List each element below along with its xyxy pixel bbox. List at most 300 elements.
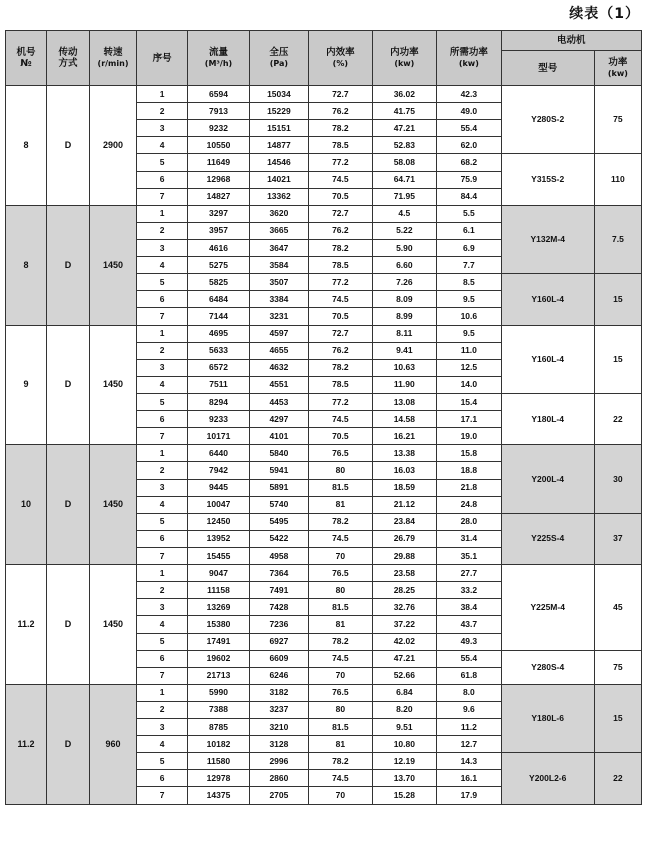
cell-motor-power: 45 (594, 565, 641, 651)
cell-internal-power: 8.99 (372, 308, 437, 325)
cell-flow: 7388 (188, 701, 249, 718)
cell-flow: 11158 (188, 582, 249, 599)
cell-seq: 3 (137, 719, 188, 736)
cell-required-power: 27.7 (437, 565, 502, 582)
cell-efficiency: 78.5 (309, 137, 372, 154)
cell-speed: 2900 (89, 86, 136, 206)
cell-efficiency: 76.5 (309, 445, 372, 462)
cell-pressure: 7491 (249, 582, 308, 599)
cell-drive: D (46, 684, 89, 804)
cell-required-power: 9.5 (437, 291, 502, 308)
cell-required-power: 15.4 (437, 393, 502, 410)
cell-internal-power: 36.02 (372, 86, 437, 103)
cell-seq: 6 (137, 411, 188, 428)
cell-efficiency: 76.2 (309, 222, 372, 239)
cell-efficiency: 77.2 (309, 154, 372, 171)
cell-pressure: 2705 (249, 787, 308, 804)
cell-internal-power: 37.22 (372, 616, 437, 633)
cell-required-power: 17.1 (437, 411, 502, 428)
cell-seq: 4 (137, 616, 188, 633)
cell-pressure: 14546 (249, 154, 308, 171)
cell-required-power: 61.8 (437, 667, 502, 684)
cell-pressure: 2860 (249, 770, 308, 787)
cell-efficiency: 77.2 (309, 274, 372, 291)
cell-efficiency: 78.2 (309, 753, 372, 770)
cell-pressure: 14877 (249, 137, 308, 154)
cell-internal-power: 14.58 (372, 411, 437, 428)
cell-pressure: 3231 (249, 308, 308, 325)
cell-seq: 5 (137, 753, 188, 770)
cell-machine-no: 9 (6, 325, 47, 445)
cell-machine-no: 11.2 (6, 684, 47, 804)
cell-speed: 1450 (89, 445, 136, 565)
cell-drive: D (46, 445, 89, 565)
cell-motor-model: Y160L-4 (501, 274, 594, 325)
cell-internal-power: 8.11 (372, 325, 437, 342)
cell-required-power: 84.4 (437, 188, 502, 205)
cell-seq: 7 (137, 787, 188, 804)
cell-seq: 4 (137, 736, 188, 753)
cell-seq: 5 (137, 513, 188, 530)
cell-flow: 14375 (188, 787, 249, 804)
cell-required-power: 5.5 (437, 205, 502, 222)
cell-motor-power: 7.5 (594, 205, 641, 273)
cell-required-power: 68.2 (437, 154, 502, 171)
cell-internal-power: 9.51 (372, 719, 437, 736)
cell-motor-model: Y225S-4 (501, 513, 594, 564)
cell-required-power: 10.6 (437, 308, 502, 325)
cell-flow: 5825 (188, 274, 249, 291)
cell-required-power: 8.5 (437, 274, 502, 291)
cell-required-power: 8.0 (437, 684, 502, 701)
cell-efficiency: 70 (309, 787, 372, 804)
cell-required-power: 49.0 (437, 103, 502, 120)
cell-internal-power: 11.90 (372, 376, 437, 393)
cell-required-power: 18.8 (437, 462, 502, 479)
cell-flow: 4695 (188, 325, 249, 342)
cell-pressure: 3210 (249, 719, 308, 736)
cell-seq: 2 (137, 701, 188, 718)
cell-pressure: 3237 (249, 701, 308, 718)
cell-flow: 8294 (188, 393, 249, 410)
table-row (6, 684, 642, 701)
cell-required-power: 11.0 (437, 342, 502, 359)
cell-flow: 17491 (188, 633, 249, 650)
header-internal-power: 内功率 (kw) (372, 31, 437, 86)
cell-flow: 7511 (188, 376, 249, 393)
header-drive: 传动 方式 (46, 31, 89, 86)
cell-seq: 3 (137, 479, 188, 496)
cell-pressure: 4453 (249, 393, 308, 410)
cell-internal-power: 32.76 (372, 599, 437, 616)
cell-seq: 6 (137, 171, 188, 188)
table-group (6, 445, 642, 565)
table-row (6, 86, 642, 103)
cell-pressure: 6927 (249, 633, 308, 650)
cell-internal-power: 13.70 (372, 770, 437, 787)
cell-seq: 1 (137, 445, 188, 462)
cell-flow: 13952 (188, 530, 249, 547)
cell-flow: 4616 (188, 239, 249, 256)
cell-pressure: 3620 (249, 205, 308, 222)
cell-motor-model: Y200L2-6 (501, 753, 594, 804)
cell-machine-no: 8 (6, 86, 47, 206)
header-pressure: 全压 (Pa) (249, 31, 308, 86)
cell-speed: 1450 (89, 205, 136, 325)
cell-flow: 9232 (188, 120, 249, 137)
cell-drive: D (46, 565, 89, 685)
cell-motor-power: 22 (594, 393, 641, 444)
cell-required-power: 42.3 (437, 86, 502, 103)
cell-pressure: 5740 (249, 496, 308, 513)
cell-flow: 7144 (188, 308, 249, 325)
cell-pressure: 3384 (249, 291, 308, 308)
cell-required-power: 15.8 (437, 445, 502, 462)
table-group (6, 565, 642, 685)
cell-flow: 7913 (188, 103, 249, 120)
cell-pressure: 3584 (249, 257, 308, 274)
cell-internal-power: 7.26 (372, 274, 437, 291)
cell-efficiency: 81.5 (309, 719, 372, 736)
cell-efficiency: 74.5 (309, 530, 372, 547)
cell-pressure: 15034 (249, 86, 308, 103)
cell-speed: 960 (89, 684, 136, 804)
cell-seq: 2 (137, 103, 188, 120)
cell-internal-power: 18.59 (372, 479, 437, 496)
cell-seq: 7 (137, 667, 188, 684)
cell-motor-model: Y180L-4 (501, 393, 594, 444)
cell-drive: D (46, 205, 89, 325)
cell-flow: 13269 (188, 599, 249, 616)
cell-internal-power: 12.19 (372, 753, 437, 770)
cell-seq: 1 (137, 325, 188, 342)
cell-flow: 12978 (188, 770, 249, 787)
cell-internal-power: 5.90 (372, 239, 437, 256)
cell-required-power: 14.0 (437, 376, 502, 393)
cell-efficiency: 81 (309, 616, 372, 633)
cell-efficiency: 80 (309, 582, 372, 599)
cell-seq: 7 (137, 547, 188, 564)
cell-internal-power: 64.71 (372, 171, 437, 188)
cell-flow: 11649 (188, 154, 249, 171)
cell-internal-power: 13.38 (372, 445, 437, 462)
cell-required-power: 6.1 (437, 222, 502, 239)
cell-efficiency: 80 (309, 701, 372, 718)
cell-flow: 10550 (188, 137, 249, 154)
cell-internal-power: 10.80 (372, 736, 437, 753)
cell-internal-power: 21.12 (372, 496, 437, 513)
cell-pressure: 5840 (249, 445, 308, 462)
cell-required-power: 16.1 (437, 770, 502, 787)
cell-seq: 7 (137, 308, 188, 325)
cell-flow: 15380 (188, 616, 249, 633)
cell-motor-power: 15 (594, 274, 641, 325)
cell-flow: 19602 (188, 650, 249, 667)
cell-internal-power: 52.83 (372, 137, 437, 154)
cell-required-power: 11.2 (437, 719, 502, 736)
cell-seq: 1 (137, 565, 188, 582)
cell-internal-power: 13.08 (372, 393, 437, 410)
cell-machine-no: 10 (6, 445, 47, 565)
cell-flow: 21713 (188, 667, 249, 684)
cell-efficiency: 74.5 (309, 411, 372, 428)
cell-efficiency: 78.2 (309, 120, 372, 137)
cell-flow: 7942 (188, 462, 249, 479)
cell-efficiency: 70 (309, 667, 372, 684)
cell-pressure: 5495 (249, 513, 308, 530)
cell-required-power: 9.5 (437, 325, 502, 342)
cell-motor-model: Y280S-2 (501, 86, 594, 154)
cell-motor-model: Y132M-4 (501, 205, 594, 273)
cell-internal-power: 28.25 (372, 582, 437, 599)
cell-efficiency: 76.5 (309, 565, 372, 582)
cell-efficiency: 78.5 (309, 376, 372, 393)
cell-efficiency: 81 (309, 496, 372, 513)
cell-pressure: 6246 (249, 667, 308, 684)
cell-efficiency: 74.5 (309, 650, 372, 667)
cell-required-power: 62.0 (437, 137, 502, 154)
cell-required-power: 31.4 (437, 530, 502, 547)
header-speed: 转速 (r/min) (89, 31, 136, 86)
cell-efficiency: 80 (309, 462, 372, 479)
cell-required-power: 9.6 (437, 701, 502, 718)
cell-required-power: 43.7 (437, 616, 502, 633)
cell-seq: 2 (137, 462, 188, 479)
cell-seq: 5 (137, 154, 188, 171)
cell-internal-power: 9.41 (372, 342, 437, 359)
cell-required-power: 14.3 (437, 753, 502, 770)
cell-seq: 2 (137, 342, 188, 359)
cell-internal-power: 6.60 (372, 257, 437, 274)
cell-efficiency: 70.5 (309, 188, 372, 205)
cell-motor-model: Y180L-6 (501, 684, 594, 752)
cell-pressure: 13362 (249, 188, 308, 205)
cell-flow: 3957 (188, 222, 249, 239)
cell-efficiency: 72.7 (309, 325, 372, 342)
cell-flow: 10171 (188, 428, 249, 445)
cell-flow: 3297 (188, 205, 249, 222)
header-seq: 序号 (137, 31, 188, 86)
cell-motor-power: 75 (594, 650, 641, 684)
cell-pressure: 7364 (249, 565, 308, 582)
cell-required-power: 19.0 (437, 428, 502, 445)
cell-seq: 4 (137, 137, 188, 154)
cell-pressure: 5422 (249, 530, 308, 547)
cell-efficiency: 74.5 (309, 291, 372, 308)
table-row (6, 325, 642, 342)
cell-flow: 6594 (188, 86, 249, 103)
cell-internal-power: 71.95 (372, 188, 437, 205)
header-motor-model: 型号 (501, 51, 594, 86)
cell-seq: 5 (137, 393, 188, 410)
cell-seq: 2 (137, 222, 188, 239)
table-group (6, 684, 642, 804)
cell-internal-power: 47.21 (372, 120, 437, 137)
cell-flow: 5990 (188, 684, 249, 701)
cell-flow: 10047 (188, 496, 249, 513)
fan-performance-table (5, 30, 642, 805)
cell-pressure: 3647 (249, 239, 308, 256)
cell-internal-power: 10.63 (372, 359, 437, 376)
cell-required-power: 24.8 (437, 496, 502, 513)
table-row (6, 205, 642, 222)
table-row (6, 445, 642, 462)
cell-seq: 6 (137, 291, 188, 308)
cell-internal-power: 29.88 (372, 547, 437, 564)
cell-efficiency: 72.7 (309, 205, 372, 222)
cell-pressure: 4101 (249, 428, 308, 445)
cell-flow: 14827 (188, 188, 249, 205)
cell-efficiency: 81.5 (309, 479, 372, 496)
cell-pressure: 4551 (249, 376, 308, 393)
header-required-power: 所需功率 (kw) (437, 31, 502, 86)
cell-motor-power: 22 (594, 753, 641, 804)
cell-seq: 6 (137, 770, 188, 787)
cell-motor-power: 37 (594, 513, 641, 564)
cell-flow: 6572 (188, 359, 249, 376)
cell-seq: 4 (137, 496, 188, 513)
cell-pressure: 6609 (249, 650, 308, 667)
cell-pressure: 4597 (249, 325, 308, 342)
cell-required-power: 33.2 (437, 582, 502, 599)
cell-pressure: 2996 (249, 753, 308, 770)
cell-flow: 6440 (188, 445, 249, 462)
cell-motor-power: 110 (594, 154, 641, 205)
cell-flow: 11580 (188, 753, 249, 770)
cell-pressure: 4632 (249, 359, 308, 376)
cell-internal-power: 16.21 (372, 428, 437, 445)
cell-internal-power: 52.66 (372, 667, 437, 684)
cell-seq: 2 (137, 582, 188, 599)
header-motor: 电动机 (501, 31, 641, 51)
header-efficiency: 内效率 (%) (309, 31, 372, 86)
cell-efficiency: 70 (309, 547, 372, 564)
cell-seq: 1 (137, 684, 188, 701)
cell-required-power: 49.3 (437, 633, 502, 650)
cell-motor-power: 15 (594, 325, 641, 393)
cell-pressure: 3665 (249, 222, 308, 239)
cell-required-power: 21.8 (437, 479, 502, 496)
table-group (6, 325, 642, 445)
cell-efficiency: 81.5 (309, 599, 372, 616)
cell-pressure: 5891 (249, 479, 308, 496)
cell-pressure: 14021 (249, 171, 308, 188)
cell-required-power: 17.9 (437, 787, 502, 804)
cell-pressure: 7428 (249, 599, 308, 616)
cell-pressure: 4655 (249, 342, 308, 359)
cell-efficiency: 81 (309, 736, 372, 753)
cell-required-power: 7.7 (437, 257, 502, 274)
cell-required-power: 55.4 (437, 650, 502, 667)
cell-efficiency: 76.2 (309, 342, 372, 359)
cell-internal-power: 15.28 (372, 787, 437, 804)
cell-flow: 10182 (188, 736, 249, 753)
cell-efficiency: 70.5 (309, 428, 372, 445)
cell-seq: 4 (137, 257, 188, 274)
cell-internal-power: 4.5 (372, 205, 437, 222)
cell-efficiency: 74.5 (309, 171, 372, 188)
cell-required-power: 6.9 (437, 239, 502, 256)
cell-motor-model: Y160L-4 (501, 325, 594, 393)
cell-seq: 7 (137, 428, 188, 445)
cell-efficiency: 78.2 (309, 513, 372, 530)
cell-drive: D (46, 86, 89, 206)
cell-motor-power: 15 (594, 684, 641, 752)
cell-seq: 6 (137, 650, 188, 667)
cell-flow: 9233 (188, 411, 249, 428)
cell-flow: 12450 (188, 513, 249, 530)
header-machine-no: 机号 № (6, 31, 47, 86)
cell-required-power: 12.7 (437, 736, 502, 753)
cell-seq: 1 (137, 205, 188, 222)
cell-efficiency: 78.5 (309, 257, 372, 274)
cell-motor-model: Y200L-4 (501, 445, 594, 513)
cell-motor-model: Y280S-4 (501, 650, 594, 684)
cell-flow: 12968 (188, 171, 249, 188)
table-row (6, 565, 642, 582)
cell-motor-model: Y315S-2 (501, 154, 594, 205)
cell-flow: 5275 (188, 257, 249, 274)
cell-pressure: 4958 (249, 547, 308, 564)
cell-seq: 4 (137, 376, 188, 393)
table-group (6, 86, 642, 206)
header-motor-power: 功率 (kw) (594, 51, 641, 86)
cell-pressure: 15151 (249, 120, 308, 137)
cell-flow: 9047 (188, 565, 249, 582)
cell-required-power: 75.9 (437, 171, 502, 188)
cell-pressure: 4297 (249, 411, 308, 428)
cell-machine-no: 11.2 (6, 565, 47, 685)
cell-efficiency: 78.2 (309, 239, 372, 256)
cell-pressure: 3507 (249, 274, 308, 291)
cell-flow: 6484 (188, 291, 249, 308)
cell-seq: 5 (137, 274, 188, 291)
cell-internal-power: 26.79 (372, 530, 437, 547)
cell-seq: 3 (137, 239, 188, 256)
cell-motor-power: 75 (594, 86, 641, 154)
cell-flow: 8785 (188, 719, 249, 736)
cell-efficiency: 72.7 (309, 86, 372, 103)
cell-speed: 1450 (89, 325, 136, 445)
cell-seq: 1 (137, 86, 188, 103)
cell-pressure: 15229 (249, 103, 308, 120)
table-group (6, 205, 642, 325)
cell-seq: 7 (137, 188, 188, 205)
cell-efficiency: 77.2 (309, 393, 372, 410)
cell-internal-power: 16.03 (372, 462, 437, 479)
cell-drive: D (46, 325, 89, 445)
cell-seq: 6 (137, 530, 188, 547)
cell-internal-power: 42.02 (372, 633, 437, 650)
cell-flow: 5633 (188, 342, 249, 359)
cell-internal-power: 5.22 (372, 222, 437, 239)
cell-internal-power: 8.09 (372, 291, 437, 308)
table-caption: 续表（1） (569, 6, 640, 22)
cell-internal-power: 6.84 (372, 684, 437, 701)
cell-efficiency: 78.2 (309, 359, 372, 376)
cell-internal-power: 8.20 (372, 701, 437, 718)
cell-seq: 3 (137, 120, 188, 137)
cell-pressure: 3182 (249, 684, 308, 701)
cell-flow: 15455 (188, 547, 249, 564)
cell-efficiency: 70.5 (309, 308, 372, 325)
cell-internal-power: 23.84 (372, 513, 437, 530)
cell-efficiency: 78.2 (309, 633, 372, 650)
cell-flow: 9445 (188, 479, 249, 496)
cell-internal-power: 41.75 (372, 103, 437, 120)
cell-pressure: 3128 (249, 736, 308, 753)
cell-required-power: 35.1 (437, 547, 502, 564)
